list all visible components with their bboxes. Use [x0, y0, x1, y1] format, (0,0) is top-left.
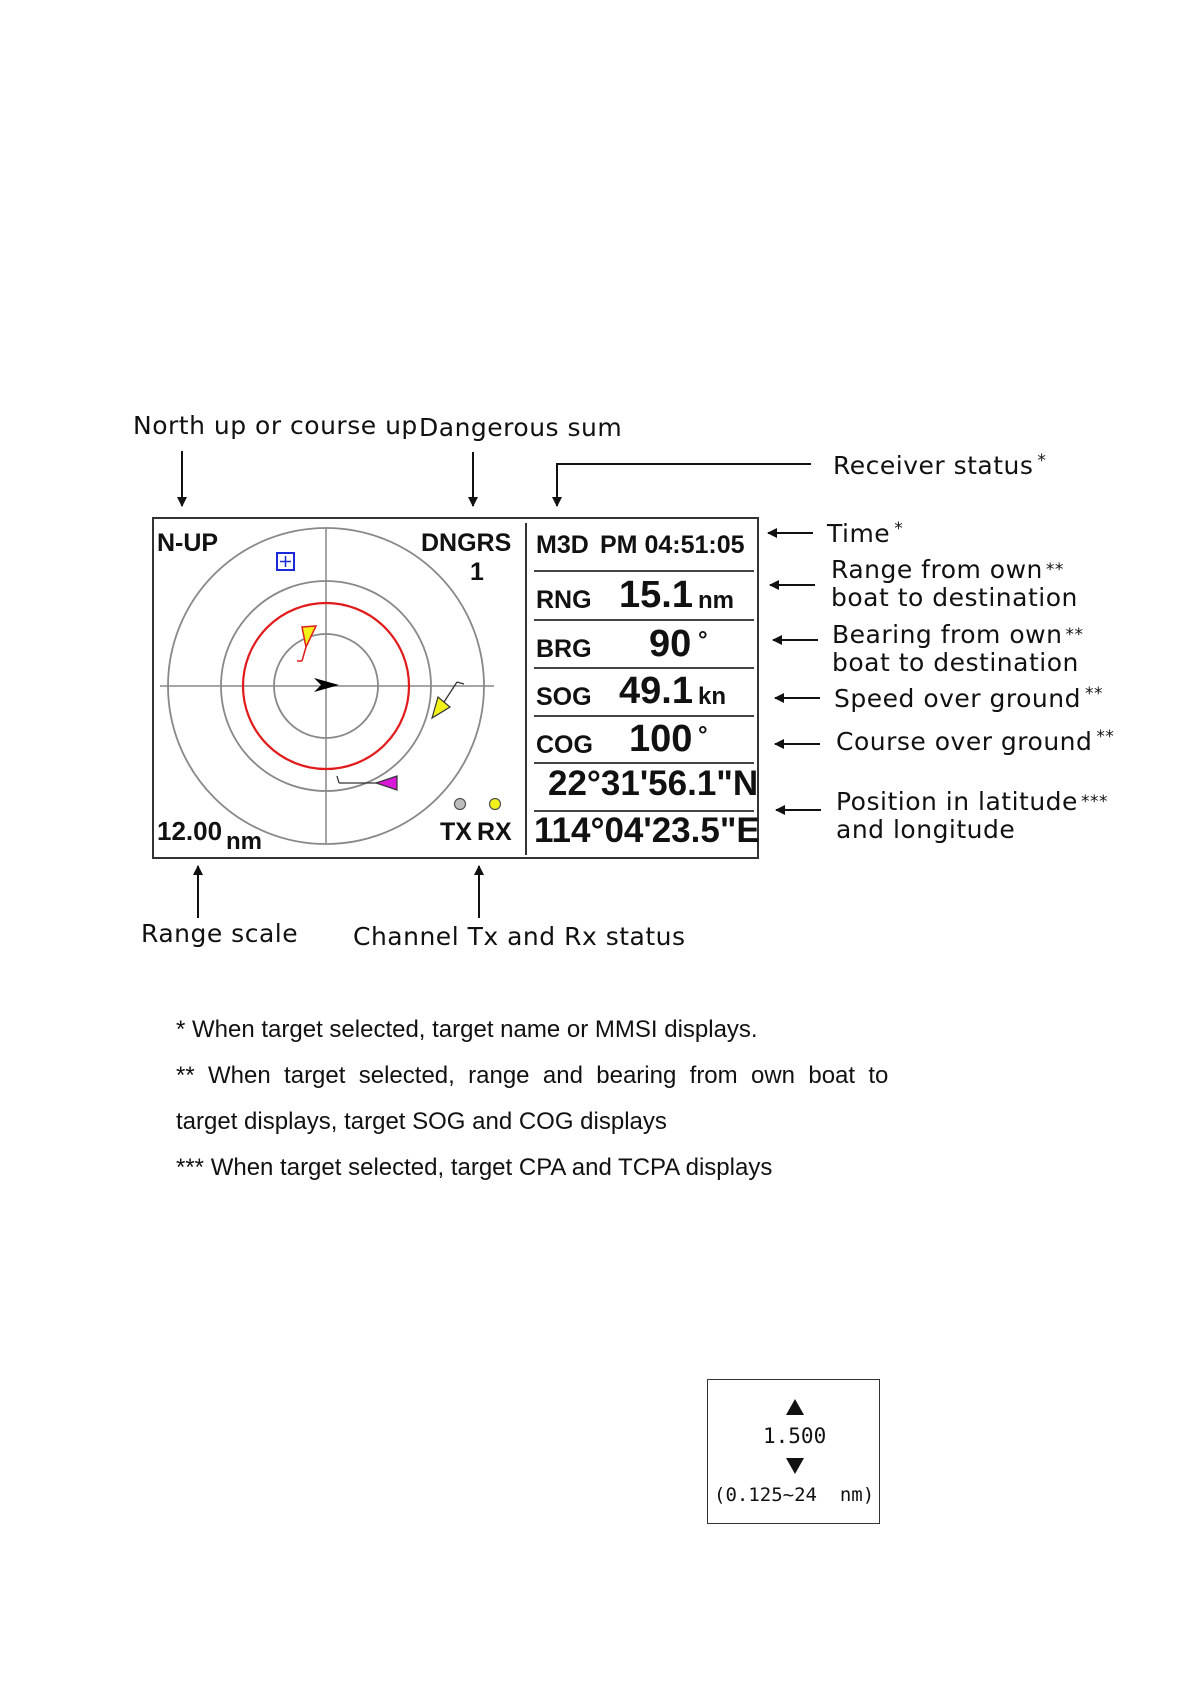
cog-unit: ° [698, 722, 708, 749]
rx-label: RX [477, 818, 512, 846]
row-divider [534, 667, 754, 669]
callout-sog: Speed over ground ** [834, 684, 1103, 713]
row-divider [534, 715, 754, 717]
time-display: PM 04:51:05 [600, 531, 745, 559]
sog-value: 49.1 [619, 670, 693, 712]
callout-cog: Course over ground ** [836, 727, 1115, 756]
brg-label: BRG [536, 635, 592, 663]
sog-label: SOG [536, 683, 592, 711]
footnote-2: ** When target selected, range and bearing from own boat to [176, 1062, 889, 1089]
latitude-value: 22°31'56.1"N [548, 764, 759, 803]
footnote-1: * When target selected, target name or MMSI displays. [176, 1016, 758, 1043]
range-adjust-limits: (0.125~24 nm) [714, 1484, 875, 1506]
callout-bearing: Bearing from own ** boat to destination [832, 620, 1084, 677]
panel-divider [525, 523, 527, 855]
dangerous-target-icon [297, 626, 316, 661]
orientation-mode: N-UP [157, 529, 219, 557]
brg-value: 90 [649, 623, 692, 665]
callout-position: Position in latitude *** and longitude [836, 787, 1108, 844]
rng-label: RNG [536, 586, 592, 614]
rx-led-icon [490, 799, 501, 810]
brg-unit: ° [698, 627, 708, 654]
cog-value: 100 [629, 718, 693, 760]
info-panel [534, 519, 760, 857]
magenta-target-icon [337, 776, 397, 790]
range-adjust-box [707, 1379, 880, 1524]
ais-screen [152, 517, 759, 859]
row-divider [534, 619, 754, 621]
radar-scope [154, 519, 524, 857]
cog-label: COG [536, 731, 593, 759]
down-arrow-icon[interactable] [786, 1458, 804, 1474]
rng-value: 15.1 [619, 574, 693, 616]
callout-range: Range from own ** boat to destination [831, 555, 1078, 612]
range-scale-value: 12.00 [157, 816, 223, 846]
row-divider [534, 570, 754, 572]
callout-dangerous-sum: Dangerous sum [419, 413, 623, 442]
rng-unit: nm [698, 587, 734, 614]
tx-led-icon [455, 799, 466, 810]
range-adjust-value: 1.500 [763, 1424, 827, 1448]
tx-label: TX [440, 818, 472, 846]
callout-receiver-status: Receiver status * [833, 451, 1047, 480]
footnote-4: *** When target selected, target CPA and TCPA displays [176, 1154, 773, 1181]
footnote-3: target displays, target SOG and COG displays [176, 1108, 667, 1135]
callout-channel-status: Channel Tx and Rx status [353, 922, 686, 951]
callout-range-scale: Range scale [141, 919, 299, 948]
callout-time: Time * [827, 519, 904, 548]
arrow-receiver-status [557, 464, 811, 506]
sog-unit: kn [698, 683, 727, 710]
dngrs-label: DNGRS [421, 529, 512, 557]
callout-north-up: North up or course up [133, 411, 418, 440]
receiver-status: M3D [536, 531, 589, 559]
yellow-target-icon [432, 682, 464, 718]
dngrs-count: 1 [470, 558, 484, 586]
range-scale-unit: nm [226, 828, 262, 855]
longitude-value: 114°04'23.5"E [534, 811, 760, 850]
up-arrow-icon[interactable] [786, 1399, 804, 1415]
